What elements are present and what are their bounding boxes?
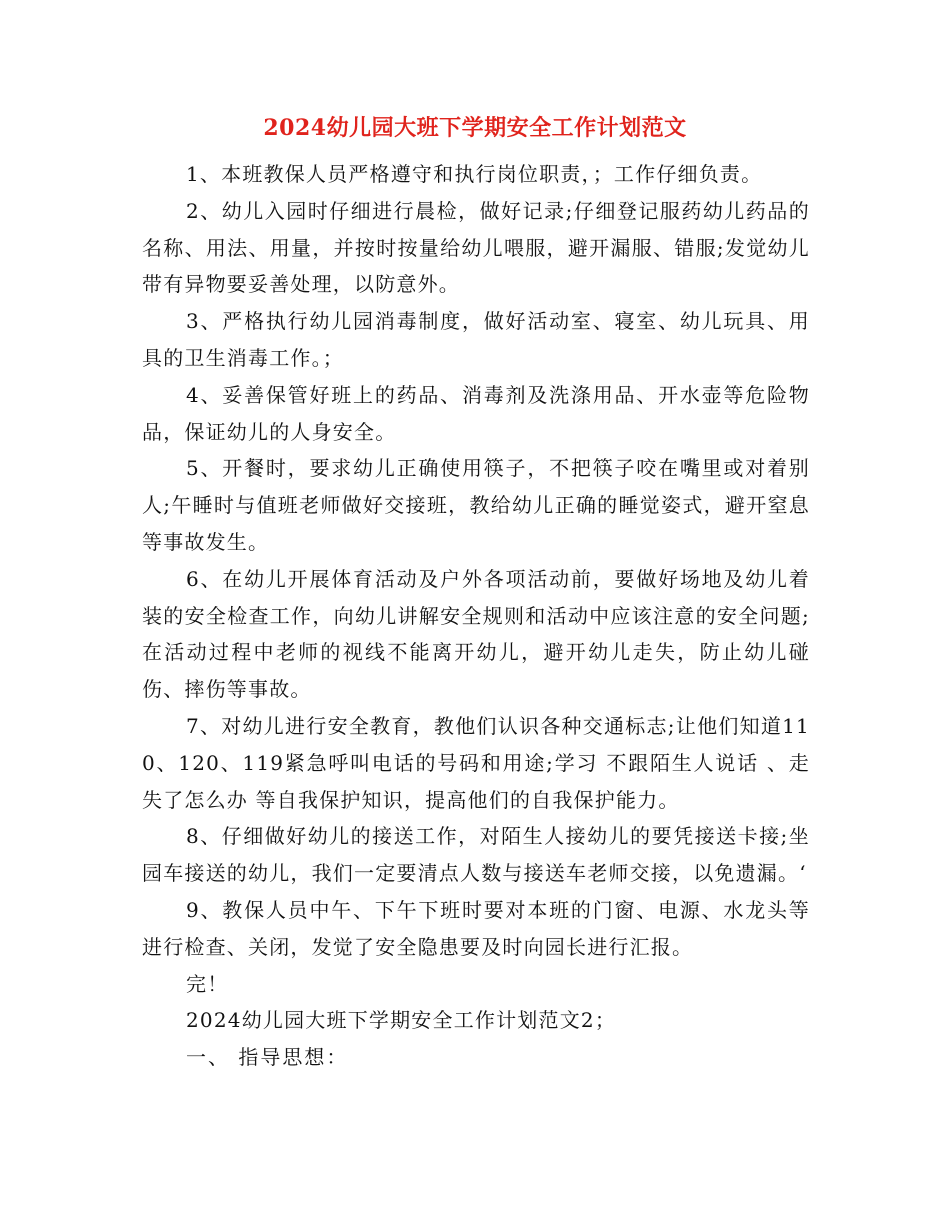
paragraph-6: 6、在幼儿开展体育活动及户外各项活动前，要做好场地及幼儿着装的安全检查工作，向幼儿讲解安全规则和活动中应该注意的安全问题;在活动过程中老师的视线不能离开幼儿，避开幼儿走失，防止幼儿碰伤、摔伤等事故。 (142, 566, 810, 702)
paragraph-8: 8、仔细做好幼儿的接送工作，对陌生人接幼儿的要凭接送卡接;坐园车接送的幼儿，我们一定要清点人数与接送车老师交接，以免遗漏。‘ (142, 824, 810, 886)
paragraph-9: 9、教保人员中午、下午下班时要对本班的门窗、电源、水龙头等进行检查、关闭，发觉了安全隐患要及时向园长进行汇报。 (142, 897, 810, 959)
section-heading: 一、 指导思想： (186, 1045, 349, 1070)
paragraph-5: 5、开餐时，要求幼儿正确使用筷子，不把筷子咬在嘴里或对着别人;午睡时与值班老师做好交接班，教给幼儿正确的睡觉姿式，避开窒息等事故发生。 (142, 456, 810, 554)
document-title: 2024幼儿园大班下学期安全工作计划范文 (263, 115, 687, 141)
end-mark: 完！ (186, 971, 229, 996)
paragraph-3: 3、严格执行幼儿园消毒制度，做好活动室、寝室、幼儿玩具、用具的卫生消毒工作。； (142, 309, 810, 370)
paragraph-1: 1、本班教保人员严格遵守和执行岗位职责，；工作仔细负责。 (186, 162, 763, 186)
document-body (142, 156, 810, 1076)
paragraph-7: 7、对幼儿进行安全教育，教他们认识各种交通标志;让他们知道110、120、119紧急呼叫电话的号码和用途;学习 不跟陌生人说话 、走失了怎么办 等自我保护知识，提高他们的自我保护能力。 (142, 713, 810, 812)
paragraph-4: 4、妥善保管好班上的药品、消毒剂及洗涤用品、开水壶等危险物品，保证幼儿的人身安全。 (142, 382, 810, 444)
paragraph-2: 2、幼儿入园时仔细进行晨检，做好记录;仔细登记服药幼儿药品的名称、用法、用量，并按时按量给幼儿喂服，避开漏服、错服;发觉幼儿带有异物要妥善处理，以防意外。 (142, 198, 810, 297)
next-document-title: 2024幼儿园大班下学期安全工作计划范文2； (186, 1008, 617, 1033)
